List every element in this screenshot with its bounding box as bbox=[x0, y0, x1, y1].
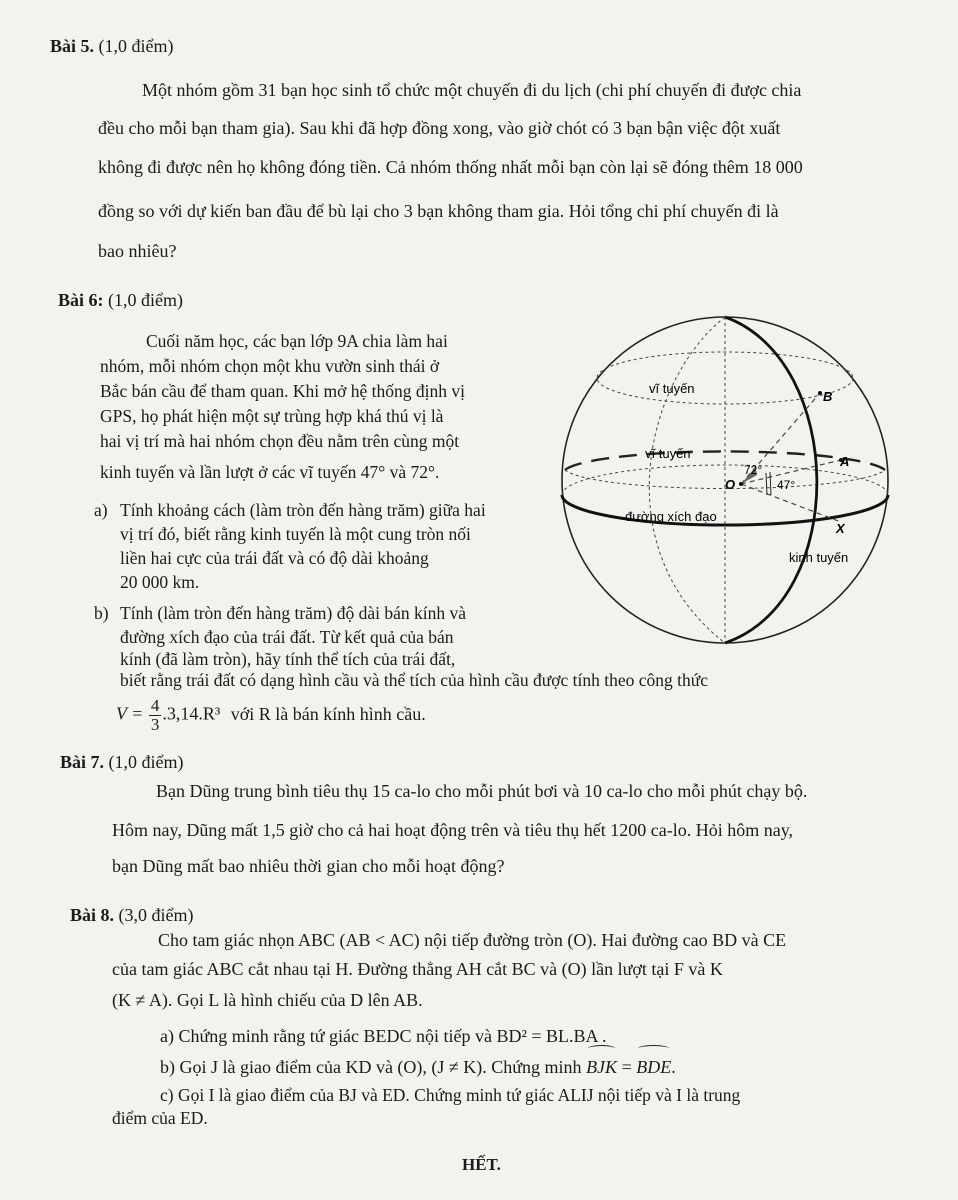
bai5-title: Bài 5. bbox=[50, 36, 95, 56]
bai8-line-1: Cho tam giác nhọn ABC (AB < AC) nội tiếp đường tròn (O). Hai đường cao BD và CE bbox=[158, 930, 787, 950]
bai6-intro-5: hai vị trí mà hai nhóm chọn đều nằm trên cùng một bbox=[100, 431, 460, 451]
formula-fraction bbox=[149, 697, 162, 734]
bai5-line-3: không đi được nên họ không đóng tiền. Cả nhóm thống nhất mỗi bạn còn lại sẽ đóng thêm 18 000 bbox=[98, 157, 803, 177]
meridian-dashed bbox=[649, 317, 725, 643]
bai7-line-1: Bạn Dũng trung bình tiêu thụ 15 ca-lo cho mỗi phút bơi và 10 ca-lo cho mỗi phút chạy bộ. bbox=[156, 781, 808, 801]
formula-v: V = bbox=[116, 703, 144, 724]
label-angle-47: 47° bbox=[777, 478, 796, 492]
bai7-heading bbox=[60, 752, 184, 773]
sphere-figure bbox=[545, 300, 905, 670]
arc-bjk: BJK bbox=[586, 1049, 617, 1086]
bai6-intro-1: Cuối năm học, các bạn lớp 9A chia làm hai bbox=[146, 331, 448, 351]
bai8-part-c-1: c) Gọi I là giao điểm của BJ và ED. Chứng minh tứ giác ALIJ nội tiếp và I là trung bbox=[160, 1085, 741, 1105]
bai5-line-2: đều cho mỗi bạn tham gia). Sau khi đã hợp đồng xong, vào giờ chót có 3 bạn bận việc đột xuất bbox=[98, 118, 781, 138]
bai5-line-4: đồng so với dự kiến ban đầu để bù lại cho 3 bạn không tham gia. Hỏi tổng chi phí chuyến đi là bbox=[98, 201, 779, 221]
arc-bde: BDE bbox=[636, 1049, 671, 1086]
bai6-part-b-label: b) bbox=[94, 603, 109, 623]
volume-formula bbox=[116, 697, 426, 734]
bai6-intro-3: Bắc bán cầu để tham quan. Khi mở hệ thống định vị bbox=[100, 381, 466, 401]
arc-equals: = bbox=[621, 1057, 632, 1077]
bai8-line-3: (K ≠ A). Gọi L là hình chiếu của D lên AB. bbox=[112, 990, 423, 1010]
bai8-part-c-2: điểm của ED. bbox=[112, 1108, 208, 1128]
bai5-points: (1,0 điểm) bbox=[98, 36, 174, 56]
label-angle-72: 72° bbox=[744, 463, 763, 477]
bai6-part-a-3: liền hai cực của trái đất và có độ dài khoảng bbox=[120, 548, 429, 568]
bai8-title: Bài 8. bbox=[70, 905, 115, 925]
bai8-points: (3,0 điểm) bbox=[118, 905, 194, 925]
formula-denominator: 3 bbox=[150, 715, 160, 734]
bai8-part-b bbox=[160, 1049, 676, 1086]
bai7-line-3: bạn Dũng mất bao nhiêu thời gian cho mỗi hoạt động? bbox=[112, 856, 505, 876]
bai8-line-2: của tam giác ABC cắt nhau tại H. Đường thẳng AH cắt BC và (O) lần lượt tại F và K bbox=[112, 959, 723, 979]
bai6-heading bbox=[58, 290, 183, 311]
label-x: X bbox=[836, 521, 845, 536]
label-vi-tuyen-mid: vĩ tuyến bbox=[645, 446, 691, 461]
bai8-part-a: a) Chứng minh rằng tứ giác BEDC nội tiếp và BD² = BL.BA . bbox=[160, 1026, 607, 1046]
bai5-heading bbox=[50, 36, 174, 57]
bai6-points: (1,0 điểm) bbox=[108, 290, 183, 310]
label-b: B bbox=[823, 389, 833, 404]
bai6-part-b-2: đường xích đạo của trái đất. Từ kết quả của bán bbox=[120, 627, 454, 647]
formula-tail: với R là bán kính hình cầu. bbox=[230, 703, 426, 724]
point-b-dot bbox=[818, 391, 822, 395]
bai6-part-b-4: biết rằng trái đất có dạng hình cầu và thể tích của hình cầu được tính theo công thức bbox=[120, 670, 709, 690]
bai6-intro-2: nhóm, mỗi nhóm chọn một khu vườn sinh thái ở bbox=[100, 356, 440, 376]
bai6-part-a-2: vị trí đó, biết rằng kinh tuyến là một cung tròn nối bbox=[120, 524, 471, 544]
label-a: A bbox=[840, 454, 850, 469]
label-vi-tuyen-top: vĩ tuyến bbox=[649, 381, 695, 396]
formula-body: .3,14.R³ bbox=[162, 703, 221, 724]
bai6-part-b-1: Tính (làm tròn đến hàng trăm) độ dài bán kính và bbox=[120, 603, 467, 623]
angle-47-arc-2 bbox=[770, 472, 771, 495]
bai6-part-a-1: Tính khoảng cách (làm tròn đến hàng trăm) giữa hai bbox=[120, 500, 486, 520]
meridian-solid bbox=[725, 317, 817, 643]
bai6-part-a-4: 20 000 km. bbox=[120, 572, 200, 592]
bai7-title: Bài 7. bbox=[60, 752, 105, 772]
bai8-part-b-end: . bbox=[671, 1057, 676, 1077]
end-marker: HẾT. bbox=[462, 1155, 501, 1174]
bai7-line-2: Hôm nay, Dũng mất 1,5 giờ cho cả hai hoạt động trên và tiêu thụ hết 1200 ca-lo. Hỏi hôm nay, bbox=[112, 820, 794, 840]
bai5-line-5: bao nhiêu? bbox=[98, 241, 177, 261]
bai6-title: Bài 6: bbox=[58, 290, 104, 310]
bai7-points: (1,0 điểm) bbox=[108, 752, 184, 772]
bai5-line-1: Một nhóm gồm 31 bạn học sinh tổ chức một chuyến đi du lịch (chi phí chuyến đi được chia bbox=[142, 80, 802, 100]
bai6-intro-4: GPS, họ phát hiện một sự trùng hợp khá thú vị là bbox=[100, 406, 444, 426]
center-point bbox=[739, 482, 743, 486]
formula-numerator: 4 bbox=[150, 696, 160, 715]
bai6-part-b-3: kính (đã làm tròn), hãy tính thể tích của trái đất, bbox=[120, 649, 456, 669]
label-kinh-tuyen: kinh tuyến bbox=[789, 550, 849, 565]
label-o: O bbox=[725, 477, 736, 492]
bai6-intro-6: kinh tuyến và lần lượt ở các vĩ tuyến 47° và 72°. bbox=[100, 462, 440, 482]
label-duong-xich-dao: đường xích đạo bbox=[625, 509, 717, 524]
angle-47-arc-1 bbox=[766, 473, 767, 495]
bai8-part-b-text: b) Gọi J là giao điểm của KD và (O), (J ≠ K). Chứng minh bbox=[160, 1057, 582, 1077]
bai6-part-a-label: a) bbox=[94, 500, 108, 520]
